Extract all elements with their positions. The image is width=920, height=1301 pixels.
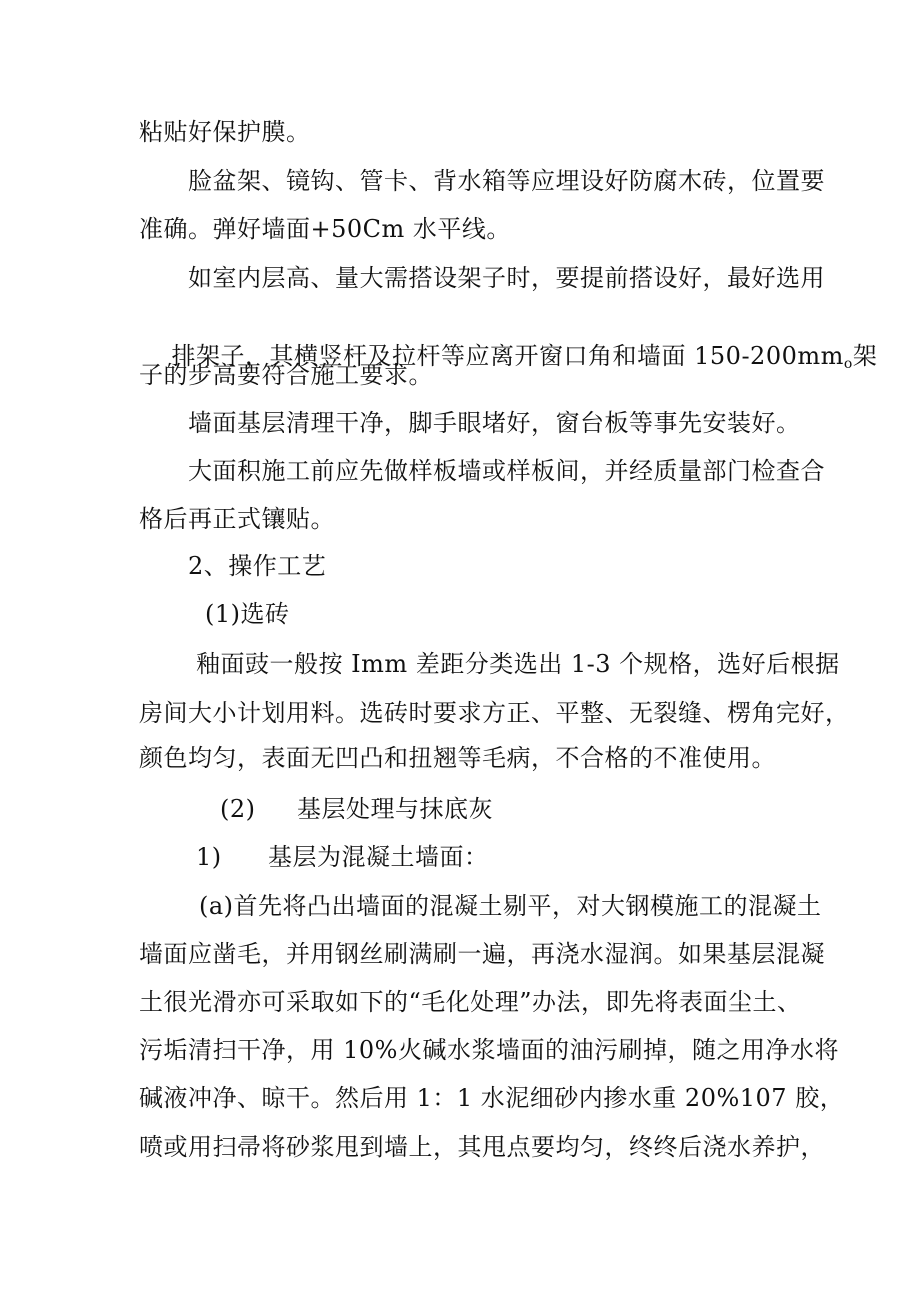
text-line: 如室内层高、量大需搭设架子时，要提前搭设好，最好选用 bbox=[188, 264, 825, 292]
text-line: 脸盆架、镜钩、管卡、背水箱等应埋设好防腐木砖，位置要 bbox=[188, 167, 825, 195]
text-run: 架 bbox=[852, 342, 878, 370]
text-line: 污垢清扫干净，用 10%火碱水浆墙面的油污刷掉，随之用净水将 bbox=[139, 1036, 839, 1064]
text-line: 墙面基层清理干净，脚手眼堵好，窗台板等事先安装好。 bbox=[188, 409, 801, 437]
text-line: 釉面豉一般按 Imm 差距分类选出 1-3 个规格，选好后根据 bbox=[196, 650, 840, 678]
text-line: 子的步高要符合施工要求。 bbox=[139, 361, 433, 389]
text-run: 排架子，其横竖杆及拉杆等应离开窗口角和墙面 150-200mm bbox=[171, 342, 844, 370]
item-number: 1) bbox=[196, 843, 222, 871]
subsection-heading: (1)选砖 bbox=[205, 600, 290, 628]
text-line: 大面积施工前应先做样板墙或样板间，并经质量部门检查合 bbox=[188, 457, 825, 485]
text-line: 准确。弹好墙面+50Cm 水平线。 bbox=[139, 215, 511, 243]
text-line: 格后再正式镶贴。 bbox=[139, 505, 335, 533]
text-line: 墙面应凿毛，并用钢丝刷满刷一遍，再浇水湿润。如果基层混凝 bbox=[139, 940, 825, 968]
item-heading: 基层为混凝土墙面： bbox=[268, 843, 489, 871]
text-line: 碱液冲净、晾干。然后用 1：1 水泥细砂内掺水重 20%107 胶， bbox=[139, 1084, 845, 1112]
text-line: (a)首先将凸出墙面的混凝土剔平，对大钢模施工的混凝土 bbox=[199, 892, 822, 920]
subsection-heading: 基层处理与抹底灰 bbox=[297, 795, 493, 823]
text-line: 土很光滑亦可采取如下的“毛化处理”办法，即先将表面尘土、 bbox=[139, 988, 802, 1016]
text-line: 房间大小计划用料。选砖时要求方正、平整、无裂缝、楞角完好， bbox=[139, 699, 850, 727]
subsection-number: (2) bbox=[220, 795, 256, 823]
text-line: 粘贴好保护膜。 bbox=[139, 118, 311, 146]
text-line: 喷或用扫帚将砂浆甩到墙上，其甩点要均匀，终终后浇水养护， bbox=[139, 1133, 825, 1161]
subscript-o: o bbox=[843, 356, 853, 372]
section-heading: 2、操作工艺 bbox=[188, 552, 327, 580]
text-line: 颜色均匀，表面无凹凸和扭翘等毛病，不合格的不准使用。 bbox=[139, 744, 776, 772]
